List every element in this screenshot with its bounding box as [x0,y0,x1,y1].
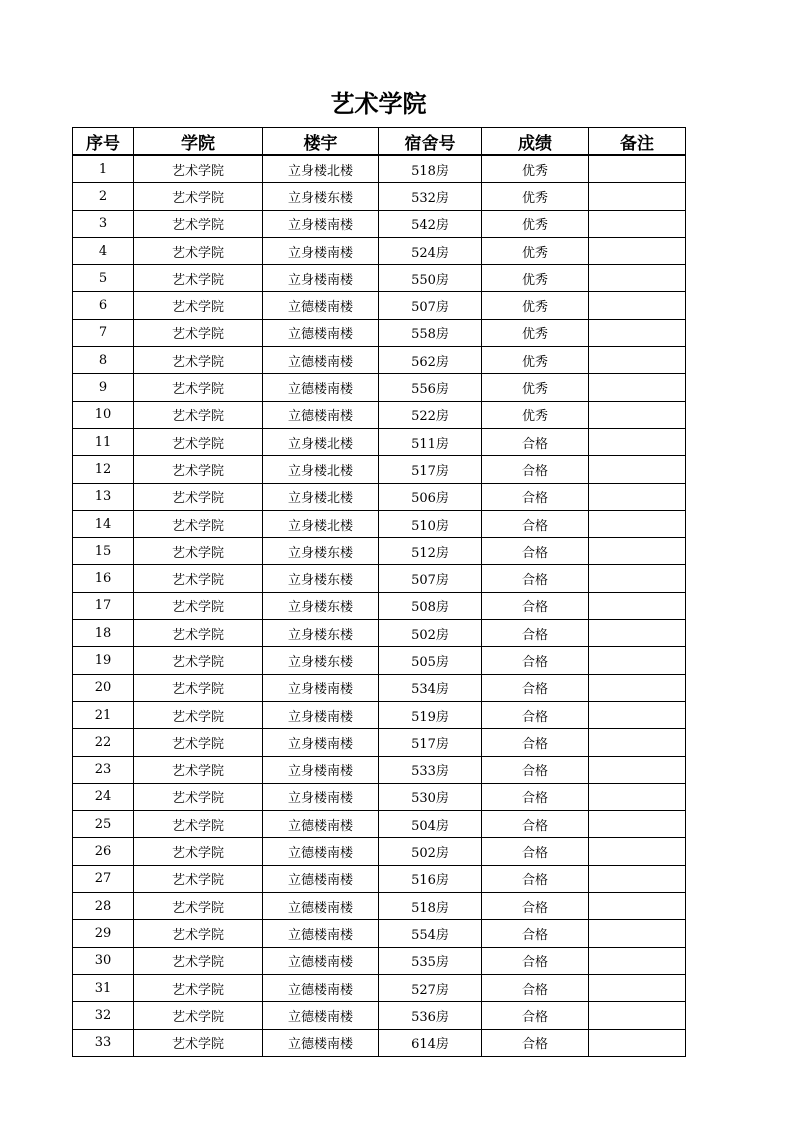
cell-building: 立身楼南楼 [263,756,379,783]
cell-room: 517房 [379,729,482,756]
cell-grade: 合格 [482,865,589,892]
cell-remarks [589,674,686,701]
cell-room: 556房 [379,374,482,401]
cell-building: 立身楼东楼 [263,647,379,674]
cell-building: 立身楼北楼 [263,456,379,483]
cell-index: 22 [73,729,134,756]
cell-college: 艺术学院 [134,428,263,455]
cell-remarks [589,183,686,210]
cell-remarks [589,1029,686,1056]
cell-remarks [589,783,686,810]
cell-index: 16 [73,565,134,592]
cell-building: 立身楼东楼 [263,592,379,619]
cell-room: 507房 [379,292,482,319]
cell-remarks [589,456,686,483]
cell-grade: 优秀 [482,265,589,292]
column-header-college: 学院 [134,128,263,156]
cell-building: 立德楼南楼 [263,838,379,865]
cell-remarks [589,565,686,592]
table-row [73,947,686,974]
cell-college: 艺术学院 [134,347,263,374]
cell-index: 7 [73,319,134,346]
cell-college: 艺术学院 [134,319,263,346]
cell-remarks [589,811,686,838]
cell-index: 21 [73,701,134,728]
cell-remarks [589,510,686,537]
cell-room: 512房 [379,538,482,565]
cell-index: 19 [73,647,134,674]
cell-room: 535房 [379,947,482,974]
cell-building: 立身楼东楼 [263,565,379,592]
cell-building: 立身楼南楼 [263,265,379,292]
cell-room: 505房 [379,647,482,674]
cell-remarks [589,647,686,674]
cell-index: 20 [73,674,134,701]
cell-grade: 合格 [482,729,589,756]
cell-grade: 优秀 [482,183,589,210]
table-row [73,265,686,292]
cell-room: 508房 [379,592,482,619]
cell-room: 527房 [379,974,482,1001]
cell-index: 24 [73,783,134,810]
cell-remarks [589,401,686,428]
cell-college: 艺术学院 [134,647,263,674]
cell-grade: 合格 [482,756,589,783]
cell-room: 519房 [379,701,482,728]
cell-building: 立身楼南楼 [263,210,379,237]
cell-index: 1 [73,155,134,183]
cell-college: 艺术学院 [134,1029,263,1056]
cell-building: 立德楼南楼 [263,893,379,920]
cell-grade: 合格 [482,483,589,510]
cell-building: 立身楼北楼 [263,510,379,537]
cell-index: 23 [73,756,134,783]
cell-remarks [589,347,686,374]
table-row [73,756,686,783]
cell-remarks [589,292,686,319]
cell-grade: 合格 [482,811,589,838]
cell-room: 522房 [379,401,482,428]
cell-room: 542房 [379,210,482,237]
cell-index: 31 [73,974,134,1001]
table-row [73,893,686,920]
column-header-building: 楼宇 [263,128,379,156]
cell-college: 艺术学院 [134,237,263,264]
cell-grade: 合格 [482,838,589,865]
cell-grade: 合格 [482,701,589,728]
cell-building: 立德楼南楼 [263,920,379,947]
cell-index: 27 [73,865,134,892]
cell-college: 艺术学院 [134,265,263,292]
cell-room: 558房 [379,319,482,346]
table-row [73,401,686,428]
cell-room: 510房 [379,510,482,537]
cell-index: 32 [73,1002,134,1029]
column-header-index: 序号 [73,128,134,156]
cell-building: 立德楼南楼 [263,974,379,1001]
cell-room: 562房 [379,347,482,374]
cell-college: 艺术学院 [134,210,263,237]
table-row [73,783,686,810]
cell-building: 立德楼南楼 [263,1029,379,1056]
cell-room: 518房 [379,893,482,920]
cell-index: 15 [73,538,134,565]
cell-index: 28 [73,893,134,920]
cell-room: 530房 [379,783,482,810]
cell-building: 立身楼北楼 [263,155,379,183]
cell-index: 13 [73,483,134,510]
cell-college: 艺术学院 [134,865,263,892]
cell-remarks [589,155,686,183]
cell-building: 立德楼南楼 [263,811,379,838]
cell-college: 艺术学院 [134,292,263,319]
table-row [73,155,686,183]
table-row [73,237,686,264]
cell-college: 艺术学院 [134,811,263,838]
cell-remarks [589,974,686,1001]
cell-college: 艺术学院 [134,783,263,810]
cell-building: 立德楼南楼 [263,347,379,374]
cell-building: 立德楼南楼 [263,374,379,401]
cell-college: 艺术学院 [134,401,263,428]
cell-grade: 优秀 [482,319,589,346]
cell-remarks [589,920,686,947]
cell-room: 504房 [379,811,482,838]
cell-room: 507房 [379,565,482,592]
cell-building: 立身楼东楼 [263,620,379,647]
table-row [73,538,686,565]
table-row [73,1029,686,1056]
cell-grade: 合格 [482,620,589,647]
table-row [73,974,686,1001]
cell-index: 9 [73,374,134,401]
cell-grade: 合格 [482,510,589,537]
cell-building: 立身楼南楼 [263,674,379,701]
cell-building: 立身楼南楼 [263,701,379,728]
cell-remarks [589,319,686,346]
cell-remarks [589,592,686,619]
cell-college: 艺术学院 [134,729,263,756]
cell-building: 立身楼北楼 [263,483,379,510]
cell-college: 艺术学院 [134,510,263,537]
table-row [73,1002,686,1029]
cell-room: 502房 [379,838,482,865]
cell-remarks [589,1002,686,1029]
cell-room: 511房 [379,428,482,455]
cell-remarks [589,237,686,264]
cell-remarks [589,893,686,920]
cell-remarks [589,947,686,974]
cell-grade: 优秀 [482,292,589,319]
table-row [73,838,686,865]
table-row [73,920,686,947]
cell-college: 艺术学院 [134,183,263,210]
cell-grade: 合格 [482,674,589,701]
cell-room: 518房 [379,155,482,183]
cell-college: 艺术学院 [134,674,263,701]
cell-remarks [589,838,686,865]
cell-building: 立身楼东楼 [263,538,379,565]
cell-room: 550房 [379,265,482,292]
cell-college: 艺术学院 [134,155,263,183]
cell-index: 33 [73,1029,134,1056]
cell-index: 6 [73,292,134,319]
cell-room: 524房 [379,237,482,264]
table-body [73,155,686,1056]
column-header-grade: 成绩 [482,128,589,156]
cell-college: 艺术学院 [134,538,263,565]
cell-index: 3 [73,210,134,237]
table-row [73,510,686,537]
cell-room: 517房 [379,456,482,483]
cell-college: 艺术学院 [134,838,263,865]
page-title: 艺术学院 [330,90,427,118]
cell-index: 2 [73,183,134,210]
cell-building: 立德楼南楼 [263,319,379,346]
cell-index: 8 [73,347,134,374]
cell-college: 艺术学院 [134,620,263,647]
table-row [73,592,686,619]
cell-remarks [589,729,686,756]
column-header-remarks: 备注 [589,128,686,156]
cell-building: 立德楼南楼 [263,401,379,428]
cell-remarks [589,428,686,455]
cell-room: 502房 [379,620,482,647]
cell-index: 5 [73,265,134,292]
cell-college: 艺术学院 [134,456,263,483]
cell-index: 12 [73,456,134,483]
cell-remarks [589,620,686,647]
table-row [73,729,686,756]
cell-grade: 合格 [482,647,589,674]
cell-index: 11 [73,428,134,455]
cell-room: 534房 [379,674,482,701]
cell-room: 554房 [379,920,482,947]
table-row [73,183,686,210]
cell-building: 立身楼东楼 [263,183,379,210]
cell-room: 536房 [379,1002,482,1029]
cell-grade: 合格 [482,592,589,619]
table-row [73,565,686,592]
cell-college: 艺术学院 [134,947,263,974]
cell-grade: 合格 [482,974,589,1001]
table-row [73,292,686,319]
table-row [73,428,686,455]
cell-college: 艺术学院 [134,893,263,920]
table-row [73,319,686,346]
cell-grade: 优秀 [482,155,589,183]
cell-college: 艺术学院 [134,592,263,619]
cell-building: 立身楼北楼 [263,428,379,455]
cell-remarks [589,210,686,237]
cell-index: 10 [73,401,134,428]
cell-index: 4 [73,237,134,264]
cell-grade: 合格 [482,428,589,455]
cell-grade: 合格 [482,1002,589,1029]
cell-remarks [589,865,686,892]
cell-college: 艺术学院 [134,920,263,947]
cell-college: 艺术学院 [134,974,263,1001]
cell-college: 艺术学院 [134,374,263,401]
column-header-room: 宿舍号 [379,128,482,156]
cell-index: 29 [73,920,134,947]
cell-grade: 合格 [482,920,589,947]
cell-grade: 优秀 [482,347,589,374]
cell-building: 立身楼南楼 [263,237,379,264]
cell-room: 533房 [379,756,482,783]
cell-grade: 优秀 [482,374,589,401]
dormitory-table [72,127,686,1057]
cell-college: 艺术学院 [134,565,263,592]
cell-college: 艺术学院 [134,701,263,728]
table-row [73,210,686,237]
cell-grade: 合格 [482,456,589,483]
cell-grade: 优秀 [482,401,589,428]
header-row [73,128,686,156]
cell-remarks [589,265,686,292]
cell-college: 艺术学院 [134,1002,263,1029]
table-row [73,701,686,728]
cell-index: 14 [73,510,134,537]
cell-grade: 合格 [482,1029,589,1056]
table-row [73,347,686,374]
cell-building: 立德楼南楼 [263,1002,379,1029]
cell-grade: 合格 [482,565,589,592]
cell-index: 25 [73,811,134,838]
cell-index: 18 [73,620,134,647]
cell-room: 506房 [379,483,482,510]
cell-college: 艺术学院 [134,483,263,510]
table-row [73,483,686,510]
table-row [73,647,686,674]
cell-remarks [589,701,686,728]
table-row [73,456,686,483]
cell-grade: 优秀 [482,210,589,237]
cell-remarks [589,483,686,510]
cell-grade: 合格 [482,783,589,810]
cell-index: 30 [73,947,134,974]
cell-building: 立身楼南楼 [263,783,379,810]
table-row [73,374,686,401]
cell-grade: 合格 [482,893,589,920]
cell-building: 立身楼南楼 [263,729,379,756]
cell-grade: 合格 [482,947,589,974]
cell-grade: 优秀 [482,237,589,264]
cell-remarks [589,538,686,565]
cell-college: 艺术学院 [134,756,263,783]
cell-room: 532房 [379,183,482,210]
table-row [73,620,686,647]
cell-index: 26 [73,838,134,865]
cell-index: 17 [73,592,134,619]
table-row [73,811,686,838]
table-row [73,674,686,701]
cell-building: 立德楼南楼 [263,947,379,974]
cell-grade: 合格 [482,538,589,565]
table-row [73,865,686,892]
cell-remarks [589,756,686,783]
cell-room: 516房 [379,865,482,892]
cell-building: 立德楼南楼 [263,292,379,319]
cell-remarks [589,374,686,401]
cell-building: 立德楼南楼 [263,865,379,892]
cell-room: 614房 [379,1029,482,1056]
